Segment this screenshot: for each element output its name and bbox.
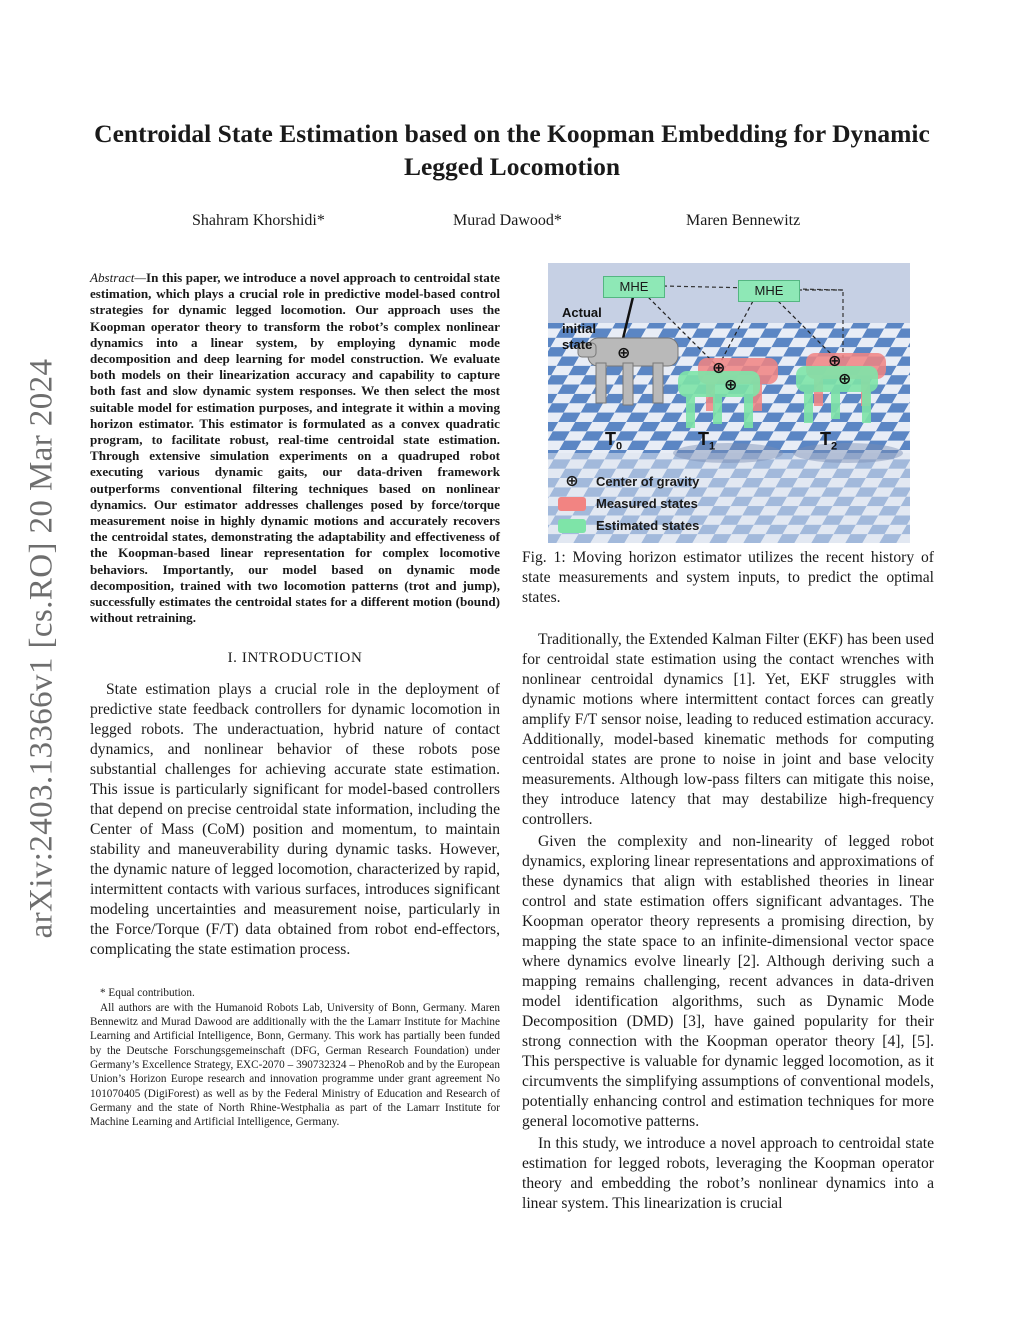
footnote-affiliations: All authors are with the Humanoid Robots Lab, University of Bonn, Germany. Maren Bennewitz and Murad Dawood are additionally with the the Lamarr Institute for Machine Learning and Artificial Intelligence, Bonn, Germany. This work has partially been funded by the Deutsche Forschungsgemeinschaft (DFG, German Research Foundation) under Germany’s Excellence Strategy, EXC-2070 – 390732324 – PhenoRob and by the European Union’s Horizon Europe research and innovation programme under grant agreement No 101070405 (DigiForest) as well as by the Federal Ministry of Education and Research of Germany and the state of North Rhine-Westphalia as part of the Lamarr Institute for Machine Learning and Artificial Intelligence, Germany. bbox=[90, 1001, 500, 1129]
paragraph-koopman: Given the complexity and non-linearity of legged robot dynamics, exploring linear representations and approximations of these dynamics that align with established theories in linear control and state estimation offers significant advantages. The Koopman operator theory represents a promising direction, by mapping the state space to an infinite-dimensional vector space where dynamics evolve linearly [2]. Although deriving such a mapping remains challenging, recent advances in data-driven model identification algorithms, such as Dynamic Mode Decomposition (DMD) [3], have gained popularity for their strong connection with the Koopman operator theory [4], [5]. This perspective is valuable for dynamic legged locomotion, as it circumvents the simplifying assumptions of conventional models, potentially enhancing control and estimation techniques for more general locomotive patterns. bbox=[522, 833, 934, 1130]
footnotes bbox=[90, 986, 500, 1129]
paper-title: Centroidal State Estimation based on the Koopman Embedding for Dynamic Legged Locomotion bbox=[94, 119, 930, 181]
footnote-equal-contribution: * Equal contribution. bbox=[100, 987, 195, 1000]
legend-estimated-states: Estimated states bbox=[558, 518, 699, 533]
abstract-label: Abstract— bbox=[90, 270, 147, 285]
estimated-swatch bbox=[558, 519, 586, 533]
abstract bbox=[90, 270, 500, 626]
arxiv-sidebar-stamp bbox=[22, 348, 62, 948]
robot-estimated-1 bbox=[678, 371, 760, 428]
mhe-box-2: MHE bbox=[738, 280, 800, 302]
author-dawood: Murad Dawood* bbox=[453, 212, 562, 229]
author-bennewitz: Maren Bennewitz bbox=[686, 212, 801, 229]
arxiv-identifier: arXiv:2403.13366v1 [cs.RO] 20 Mar 2024 bbox=[23, 358, 60, 938]
figure-1-illustration bbox=[548, 263, 910, 543]
paragraph-ekf: Traditionally, the Extended Kalman Filter (EKF) has been used for centroidal state estimation using the contact wrenches with nonlinear centroidal dynamics [1]. Yet, EKF struggles with dynamic motions where intermittent contact forces can greatly amplify F/T sensor noise, leading to reduced estimation accuracy. Additionally, model-based kinematic methods for computing centroidal states are prone to noise in joint and base velocity measurements. Although low-pass filters can mitigate this noise, they introduce latency that may destabilize high-frequency controllers. bbox=[522, 631, 934, 828]
center-of-gravity-icon: ⊕ bbox=[565, 472, 579, 490]
left-column bbox=[90, 270, 500, 1129]
right-column bbox=[522, 548, 934, 1216]
abstract-text: In this paper, we introduce a novel approach to centroidal state estimation, which plays a crucial role in predictive model-based control strategies for dynamic legged locomotion. Our approach uses the Koopman operator theory to transform the robot’s complex nonlinear dynamics into a linear system, by employing dynamic mode decomposition and deep learning for model construction. We evaluate both models on their linearization accuracy and capability to capture both fast and slow dynamic system responses. We then select the most suitable model for estimation purposes, and integrate it within a moving horizon estimator. This estimator is formulated as a convex quadratic program, to facilitate robust, real-time centroidal state estimation. Through extensive simulation experiments on a quadruped robot executing various dynamic gaits, our data-driven framework outperforms conventional filtering techniques based on nonlinear dynamics. Our estimator addresses challenges posed by force/torque measurement noise in highly dynamic motions and accurately recovers the centroidal states, demonstrating the adaptability and effectiveness of the Koopman-based linear representation for complex locomotive behaviors. Importantly, our model based on dynamic mode decomposition, trained with two locomotion patterns (trot and jump), successfully estimates the centroidal states for a different motion (bound) without retraining. bbox=[90, 270, 500, 626]
time-label-t0: $T_0$ bbox=[605, 429, 623, 453]
cog-marker-estimated-1: ⊕ bbox=[724, 377, 738, 394]
cog-marker-estimated-2: ⊕ bbox=[838, 371, 852, 388]
shadow-2 bbox=[793, 443, 903, 463]
intro-paragraph: State estimation plays a crucial role in the deployment of predictive state feedback controllers for dynamic locomotion in legged robots. The underactuation, hybrid nature of contact dynamics, and nonlinear behavior of these robots pose substantial challenges for achieving accurate state estimation. This issue is particularly significant for model-based controllers that depend on precise centroidal state information, including the Center of Mass (CoM) position and momentum, to maintain stability and maneuverability during dynamic tasks. However, the dynamic nature of legged locomotion, characterized by rapid, intermittent contacts with various surfaces, introduces significant modeling uncertainties and measurement noise, particularly in the Force/Torque (F/T) data obtained from robot end-effectors, complicating the state estimation process. bbox=[90, 681, 500, 959]
measured-swatch bbox=[558, 497, 586, 511]
shadow-1 bbox=[673, 443, 783, 463]
cog-marker-measured-1: ⊕ bbox=[712, 360, 726, 377]
figure-caption: Fig. 1: Moving horizon estimator utilizes the recent history of state measurements and system inputs, to predict the optimal states. bbox=[522, 549, 934, 606]
time-label-t2: $T_2$ bbox=[820, 429, 838, 453]
legend-measured-states: Measured states bbox=[558, 496, 698, 511]
cog-marker-initial: ⊕ bbox=[617, 345, 631, 362]
robot-estimated-2 bbox=[796, 366, 878, 423]
introduction-heading: I. INTRODUCTION bbox=[227, 650, 363, 667]
mhe-box-1: MHE bbox=[603, 276, 665, 298]
author-khorshidi: Shahram Khorshidi* bbox=[192, 212, 325, 229]
cog-marker-measured-2: ⊕ bbox=[828, 353, 842, 370]
paragraph-this-study: In this study, we introduce a novel approach to centroidal state estimation for legged robots, leveraging the Koopman operator theory and embedding the robot’s nonlinear dynamics into a linear system. This linearization is crucial bbox=[522, 1135, 934, 1212]
time-label-t1: $T_1$ bbox=[698, 429, 716, 453]
legend-center-of-gravity: ⊕ Center of gravity bbox=[558, 474, 699, 489]
actual-initial-state-label: Actual initial state bbox=[562, 305, 602, 352]
